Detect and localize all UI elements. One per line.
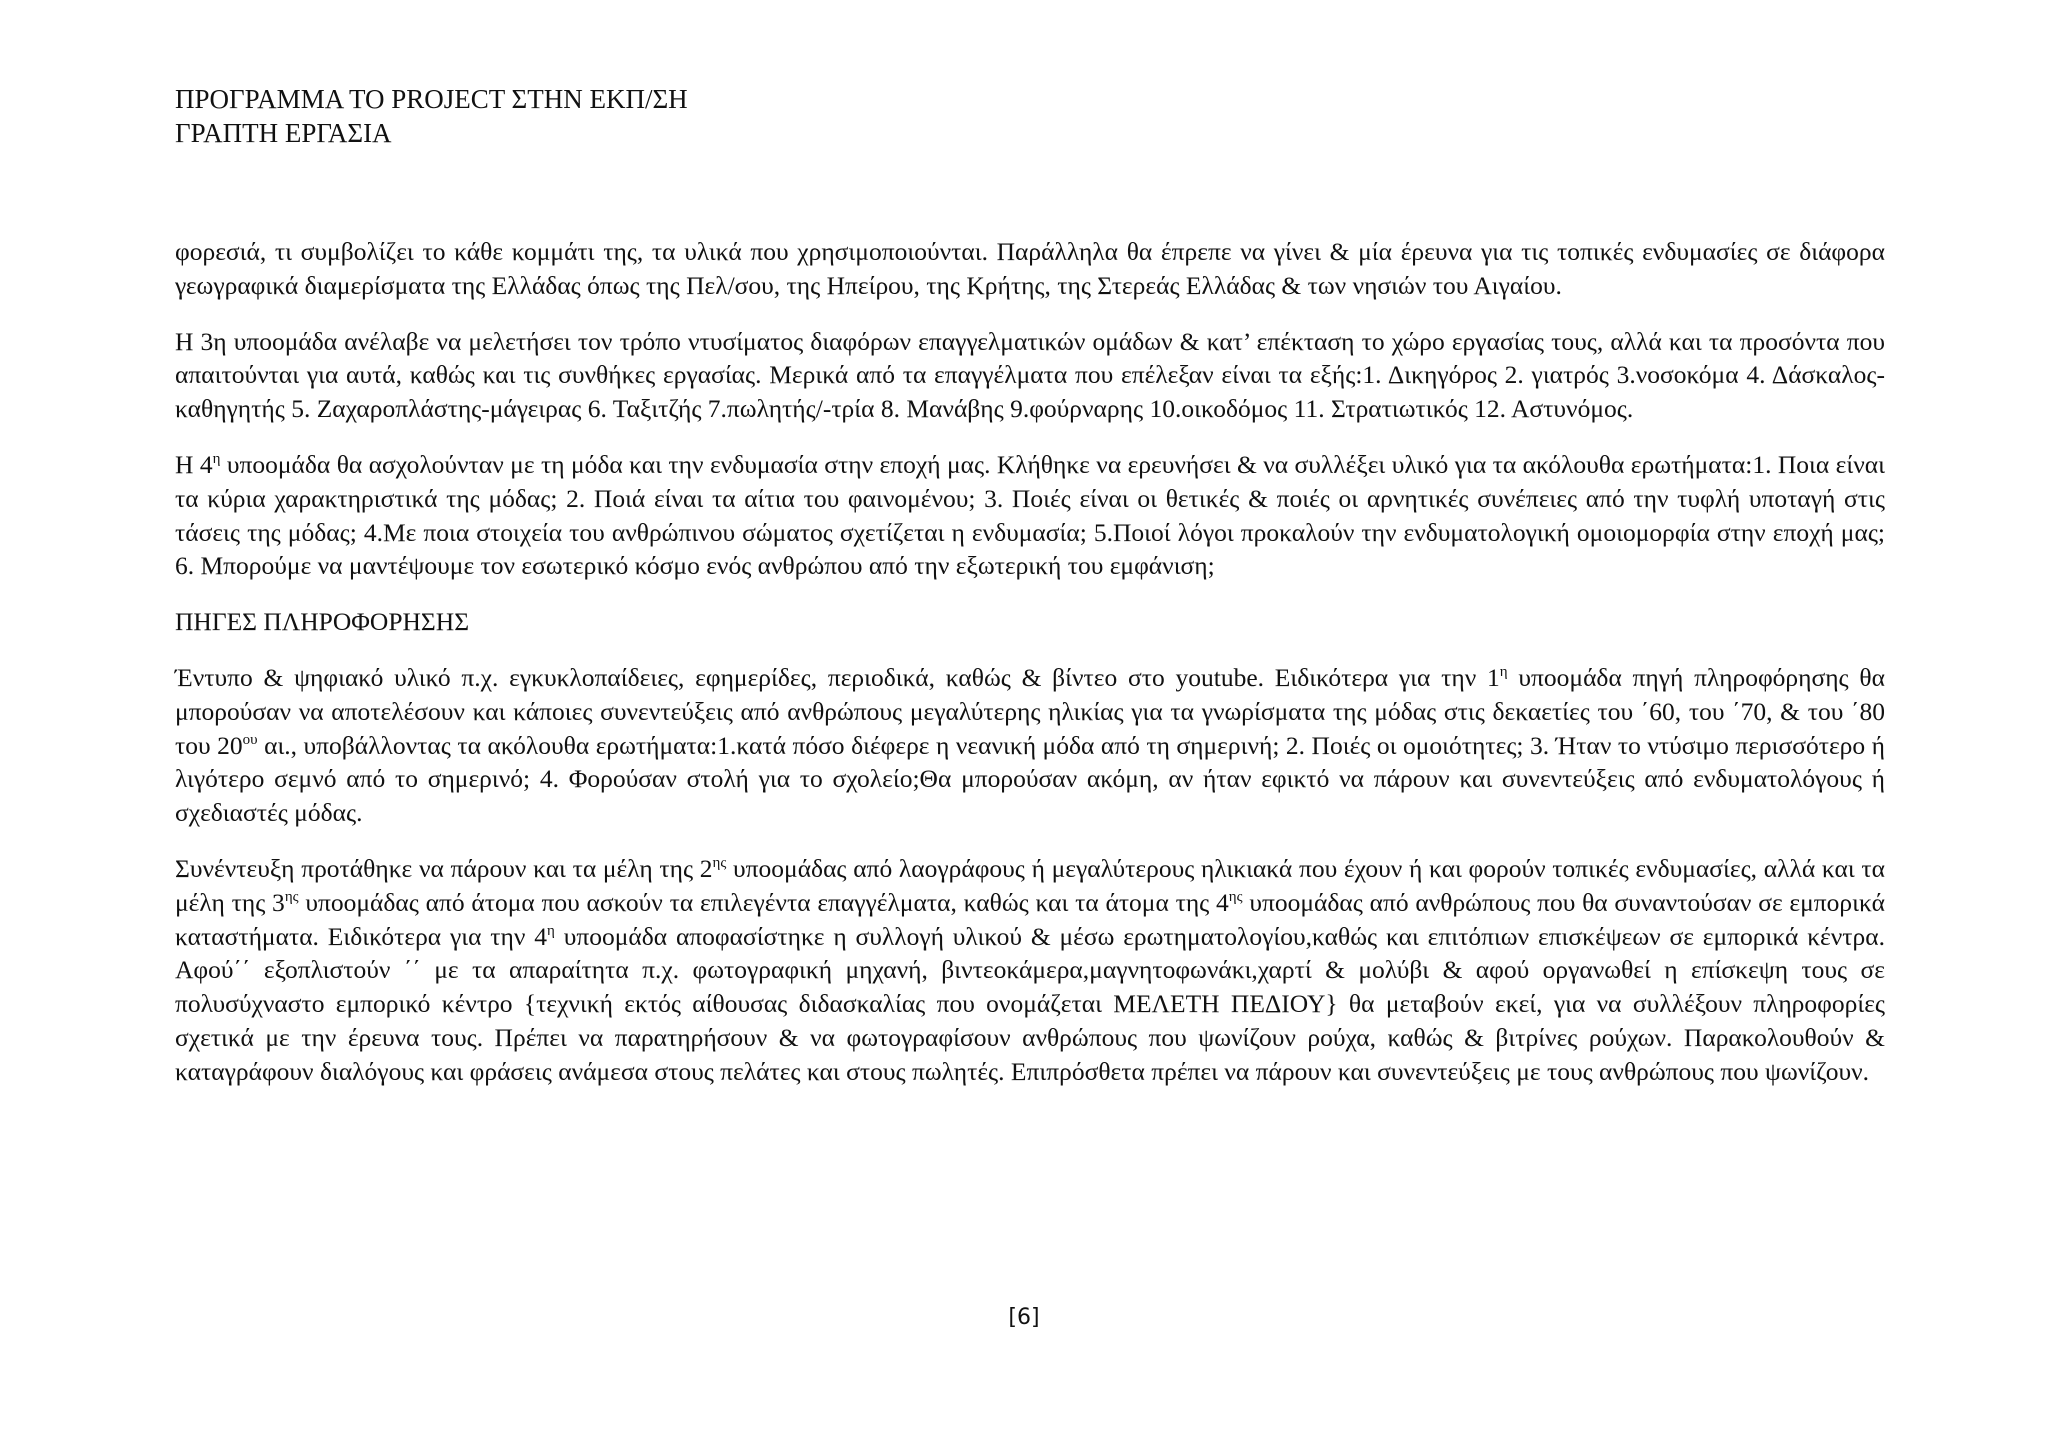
superscript: ης — [712, 854, 727, 871]
superscript: ου — [242, 731, 258, 748]
paragraph — [175, 661, 1885, 830]
superscript: η — [212, 450, 221, 467]
header-title: ΠΡΟΓΡΑΜΜΑ ΤΟ PROJECT ΣΤΗΝ ΕΚΠ/ΣΗ — [175, 84, 688, 114]
text-run: υποομάδας από ανθρώπους που θα συναντούσαν σε εμπορικά καταστήματα. Ειδικότερα για την 4 — [175, 887, 1886, 951]
text-run: Η 4 — [175, 449, 213, 479]
text-run: υποομάδας από άτομα που ασκούν τα επιλεγέντα επαγγέλματα, καθώς και τα άτομα της 4 — [298, 887, 1229, 917]
text-run: Συνέντευξη προτάθηκε να πάρουν και τα μέλη της 2 — [175, 853, 713, 883]
paragraph: φορεσιά, τι συμβολίζει το κάθε κομμάτι της, τα υλικά που χρησιμοποιούνται. Παράλληλα θα έπρεπε να γίνει & μία έρευνα για τις τοπικές ενδυμασίες σε διάφορα γεωγραφικά διαμερίσματα της Ελλάδας όπως της Πελ/σου, της Ηπείρου, της Κρήτης, της Στερεάς Ελλάδας & των νησιών του Αιγαίου. — [175, 237, 1885, 300]
text-run: υποομάδας από λαογράφους ή μεγαλύτερους ηλικιακά που έχουν ή και φορούν τοπικές ενδυμασίες, αλλά και τα μέλη της 3 — [175, 853, 1885, 917]
text-run: υποομάδα πηγή πληροφόρησης θα μπορούσαν να αποτελέσουν και κάποιες συνεντεύξεις από ανθρώπους μεγαλύτερης ηλικίας για τα γνωρίσματα της μόδας στις δεκαετίες του ΄60, του ΄70, & του ΄80 του 20 — [175, 662, 1885, 760]
paragraph — [175, 448, 1885, 583]
superscript: ης — [284, 888, 299, 905]
header-subtitle: ΓΡΑΠΤΗ ΕΡΓΑΣΙΑ — [175, 118, 392, 148]
document-page — [175, 82, 1885, 1111]
section-heading: ΠΗΓΕΣ ΠΛΗΡΟΦΟΡΗΣΗΣ — [175, 607, 470, 637]
superscript: η — [547, 922, 555, 939]
text-run: υποομάδα θα ασχολούνταν με τη μόδα και την ενδυμασία στην εποχή μας. Κλήθηκε να ερευνήσει & να συλλέξει υλικό για τα ακόλουθα ερωτήματα:1. Ποια είναι τα κύρια χαρακτηριστικά της μόδας; 2. Ποιά είναι τα αίτια του φαινομένου; 3. Ποιές είναι οι θετικές & ποιές οι αρνητικές συνέπειες από την τυφλή υποταγή στις τάσεις της μόδας; 4.Με ποια στοιχεία του ανθρώπινου σώματος σχετίζεται η ενδυμασία; 5.Ποιοί λόγοι προκαλούν την ενδυματολογική ομοιομορφία στην εποχή μας; 6. Μπορούμε να μαντέψουμε τον εσωτερικό κόσμο ενός ανθρώπου από την εξωτερική του εμφάνιση; — [175, 449, 1885, 581]
paragraph: Η 3η υποομάδα ανέλαβε να μελετήσει τον τρόπο ντυσίματος διαφόρων επαγγελματικών ομάδων & κατ’ επέκταση το χώρο εργασίας τους, αλλά και τα προσόντα που απαιτούνται για αυτά, καθώς και τις συνθήκες εργασίας. Μερικά από τα επαγγέλματα που επέλεξαν είναι τα εξής:1. Δικηγόρος 2. γιατρός 3.νοσοκόμα 4. Δάσκαλος-καθηγητής 5. Ζαχαροπλάστης-μάγειρας 6. Ταξιτζής 7.πωλητής/-τρία 8. Μανάβης 9.φούρναρης 10.οικοδόμος 11. Στρατιωτικός 12. Αστυνόμος. — [175, 326, 1885, 424]
text-run: αι., υποβάλλοντας τα ακόλουθα ερωτήματα:1.κατά πόσο διέφερε η νεανική μόδα από τη σημερινή; 2. Ποιές οι ομοιότητες; 3. Ήταν το ντύσιμο περισσότερο ή λιγότερο σεμνό από το σημερινό; 4. Φορούσαν στολή για το σχολείο;Θα μπορούσαν ακόμη, αν ήταν εφικτό να πάρουν και συνεντεύξεις από ενδυματολόγους ή σχεδιαστές μόδας. — [175, 730, 1886, 828]
text-run: υποομάδα αποφασίστηκε η συλλογή υλικού & μέσω ερωτηματολογίου,καθώς και επιτόπιων επισκέψεων σε εμπορικά κέντρα. Αφού΄΄ εξοπλιστούν ΄΄ με τα απαραίτητα π.χ. φωτογραφική μηχανή, βιντεοκάμερα,μαγνητοφωνάκι,χαρτί & μολύβι & αφού οργανωθεί η επίσκεψη τους σε πολυσύχναστο εμπορικό κέντρο {τεχνική εκτός αίθουσας διδασκαλίας που ονομάζεται ΜΕΛΕΤΗ ΠΕΔΙΟΥ} θα μεταβούν εκεί, για να συλλέξουν πληροφορίες σχετικά με την έρευνα τους. Πρέπει να παρατηρήσουν & να φωτογραφίσουν ανθρώπους που ψωνίζουν ρούχα, καθώς & βιτρίνες ρούχων. Παρακολουθούν & καταγράφουν διαλόγους και φράσεις ανάμεσα στους πελάτες και στους πωλητές. Επιπρόσθετα πρέπει να πάρουν και συνεντεύξεις με τους ανθρώπους που ψωνίζουν. — [175, 921, 1885, 1086]
page-number: [6] — [1008, 1305, 1040, 1330]
page-header — [175, 82, 1885, 150]
text-run: Έντυπο & ψηφιακό υλικό π.χ. εγκυκλοπαίδειες, εφημερίδες, περιοδικά, καθώς & βίντεο στο youtube. Ειδικότερα για την 1 — [175, 662, 1500, 692]
superscript: η — [1499, 663, 1508, 680]
paragraph — [175, 852, 1885, 1089]
superscript: ης — [1228, 888, 1243, 905]
document-body — [175, 235, 1885, 1089]
